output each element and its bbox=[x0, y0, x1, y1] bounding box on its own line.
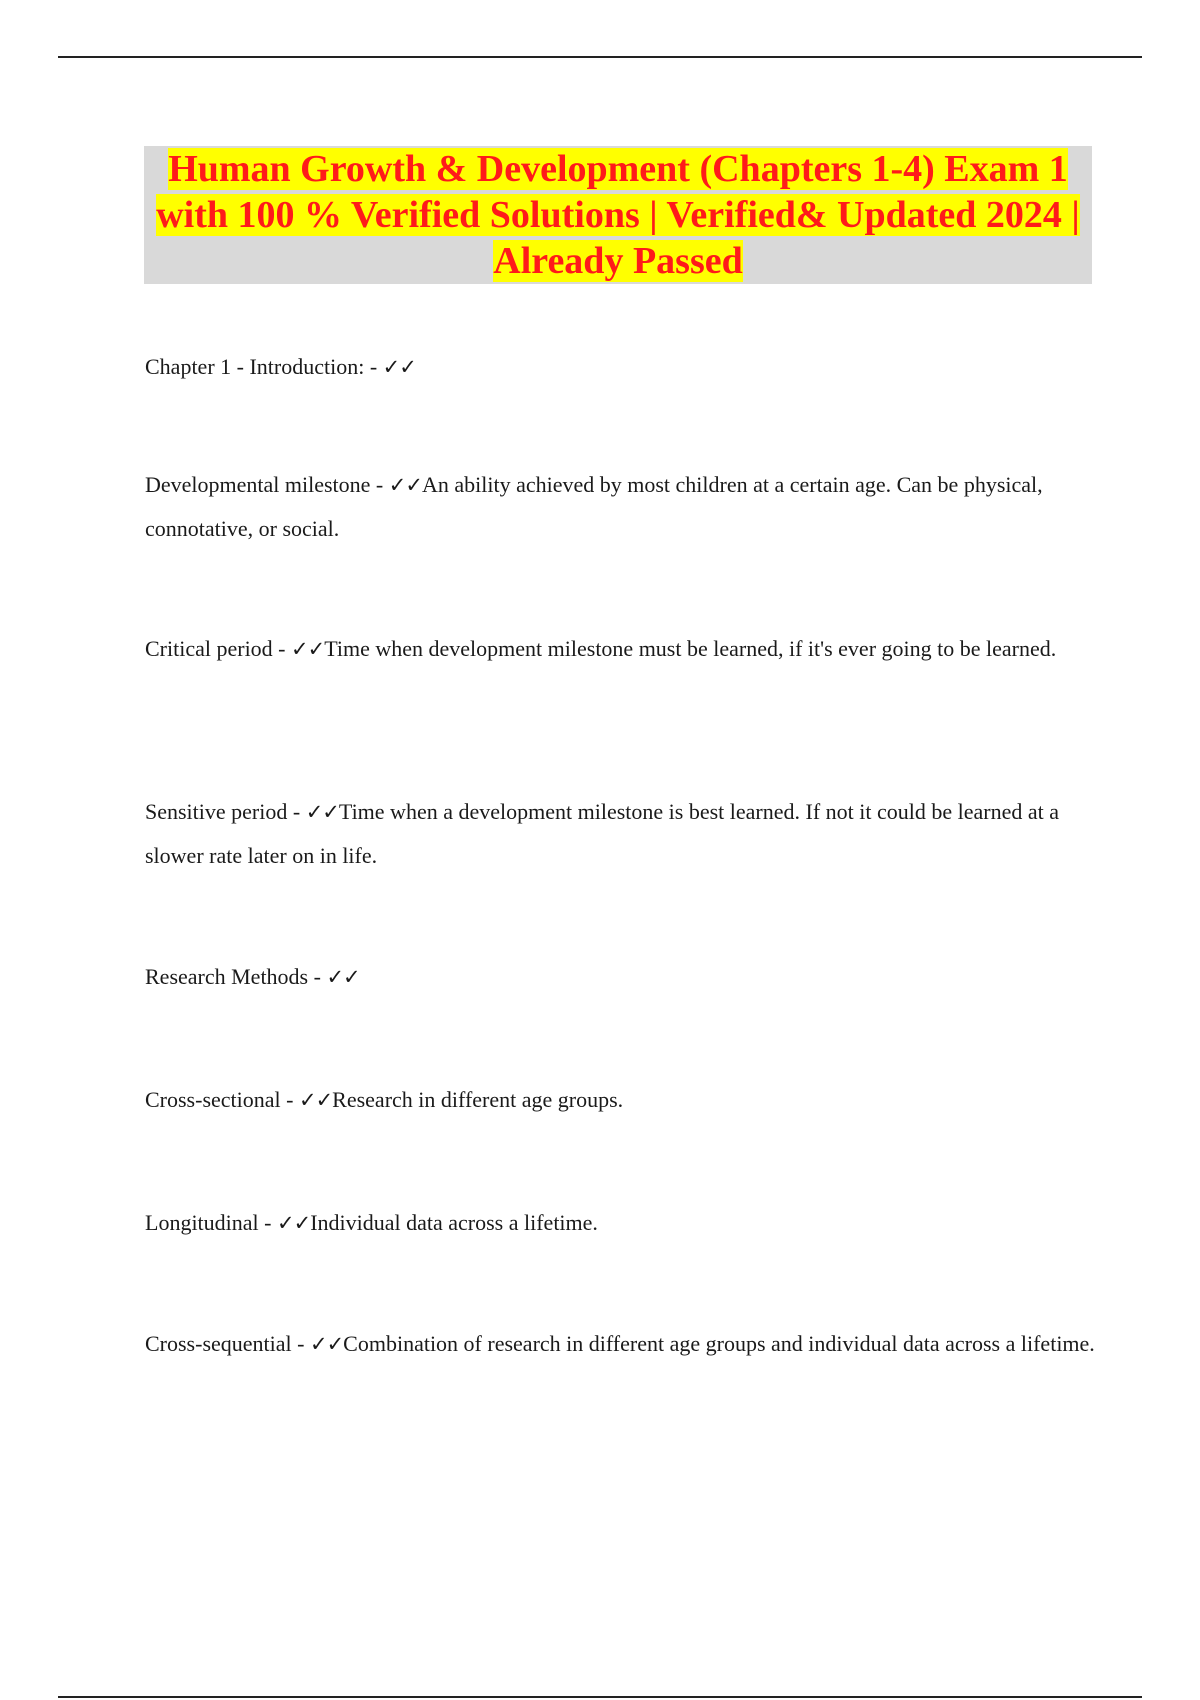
entry-term: Cross-sectional - bbox=[145, 1087, 299, 1112]
entry-term: Longitudinal - bbox=[145, 1210, 277, 1235]
double-check-icon: ✓✓ bbox=[382, 355, 416, 379]
title-highlight: Human Growth & Development (Chapters 1-4) Exam 1 with 100 % Verified Solutions | Verified& Updated 2024 | Already Passed bbox=[156, 148, 1080, 282]
entry-cross-sectional bbox=[145, 1078, 1100, 1122]
double-check-icon: ✓✓ bbox=[305, 800, 339, 824]
entry-term: Research Methods - bbox=[145, 964, 327, 989]
entry-developmental-milestone bbox=[145, 463, 1100, 551]
entry-definition: Combination of research in different age groups and individual data across a lifetime. bbox=[343, 1331, 1095, 1356]
entry-critical-period bbox=[145, 627, 1100, 671]
entry-term: Sensitive period - bbox=[145, 799, 306, 824]
entry-term: Critical period - bbox=[145, 636, 292, 661]
double-check-icon: ✓✓ bbox=[388, 473, 422, 497]
entry-research-methods bbox=[145, 955, 1100, 999]
entry-definition: Research in different age groups. bbox=[332, 1087, 624, 1112]
entry-term: Cross-sequential - bbox=[145, 1331, 310, 1356]
document-title bbox=[144, 146, 1092, 284]
entry-definition: Individual data across a lifetime. bbox=[310, 1210, 598, 1235]
entry-cross-sequential bbox=[145, 1322, 1100, 1366]
entry-term: Chapter 1 - Introduction: - bbox=[145, 354, 383, 379]
double-check-icon: ✓✓ bbox=[309, 1332, 344, 1356]
entry-sensitive-period bbox=[145, 790, 1100, 878]
entry-definition: An ability achieved by most children at a certain age. Can be physical, connotative, or social. bbox=[145, 472, 1043, 541]
double-check-icon: ✓✓ bbox=[326, 965, 360, 989]
entry-definition: Time when a development milestone is best learned. If not it could be learned at a slower rate later on in life. bbox=[145, 799, 1059, 868]
double-check-icon: ✓✓ bbox=[291, 637, 325, 661]
top-rule bbox=[58, 56, 1142, 58]
entry-definition: Time when development milestone must be learned, if it's ever going to be learned. bbox=[324, 636, 1057, 661]
entry-term: Developmental milestone - bbox=[145, 472, 389, 497]
entry-longitudinal bbox=[145, 1201, 1100, 1245]
double-check-icon: ✓✓ bbox=[298, 1088, 333, 1112]
entry-chapter-1 bbox=[145, 345, 1100, 389]
double-check-icon: ✓✓ bbox=[276, 1211, 311, 1235]
bottom-rule bbox=[58, 1696, 1142, 1698]
